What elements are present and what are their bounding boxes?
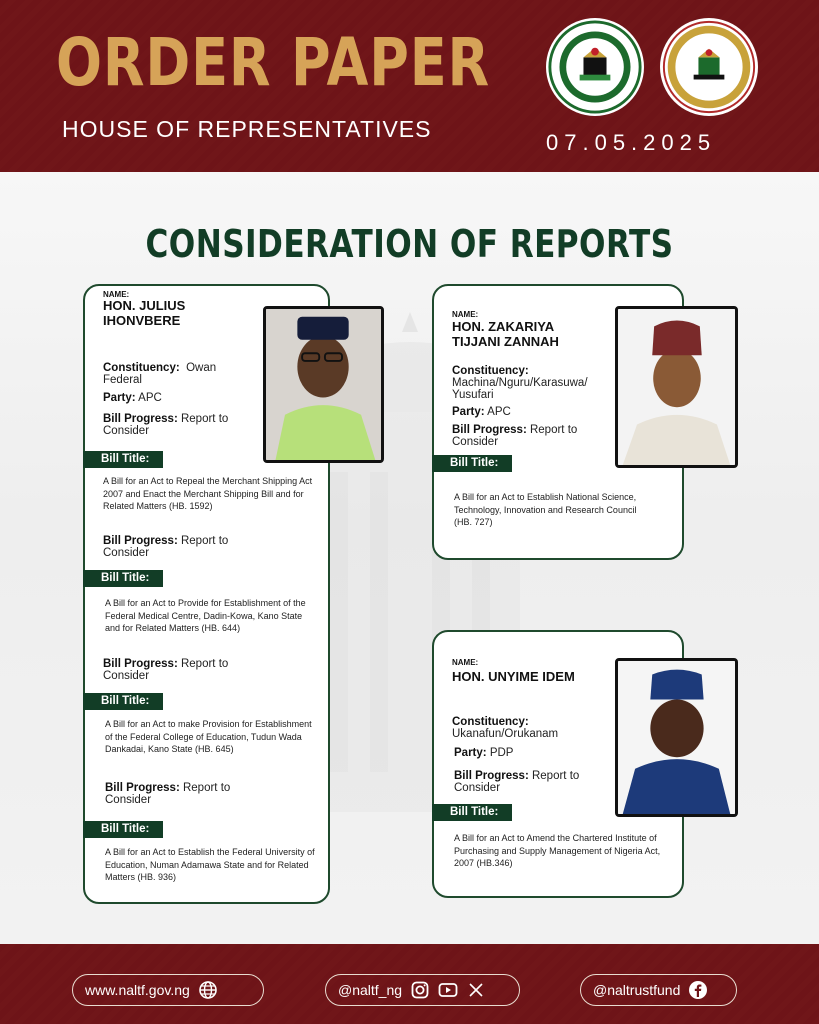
national-assembly-library-trust-fund-seal: [660, 18, 758, 116]
bill-title-text: A Bill for an Act to Establish National Science, Technology, Innovation and Research Council (HB. 727): [454, 492, 637, 527]
bill-title-text: A Bill for an Act to Establish the Federal University of Education, Numan Adamawa State and for Related Matters (HB. 936): [105, 847, 315, 882]
party-value: APC: [487, 406, 511, 418]
bill-progress-label: Bill Progress:: [103, 413, 178, 425]
member-name: HON. JULIUS IHONVBERE: [103, 298, 186, 328]
footer-bar: [0, 944, 819, 1024]
bill-progress-value: Report to Consider: [452, 424, 578, 448]
member-name: HON. UNYIME IDEM: [452, 669, 575, 684]
constituency-field: [103, 362, 243, 386]
main-content: [0, 172, 819, 944]
name-label: NAME:: [103, 290, 130, 299]
bill-title-text: A Bill for an Act to Amend the Chartered Institute of Purchasing and Supply Management of Nigeria Act, 2007 (HB.346): [454, 833, 661, 868]
party-label: Party:: [454, 747, 487, 759]
bill-progress-label: Bill Progress:: [103, 658, 178, 670]
party-value: APC: [138, 392, 162, 404]
bill-progress-value: Report to Consider: [454, 770, 580, 794]
bill-progress-label: Bill Progress:: [105, 782, 180, 794]
page-title: ORDER PAPER: [56, 24, 491, 101]
bill-progress-field: [454, 770, 604, 794]
bill-progress-field: [103, 535, 253, 559]
bill-progress-field: [103, 413, 253, 437]
bill-progress-label: Bill Progress:: [454, 770, 529, 782]
bill-title-text: A Bill for an Act to Provide for Establishment of the Federal Medical Centre, Dadin-Kowa, Kano State and for Related Matters (HB. 644): [105, 598, 306, 633]
bill-progress-field: [452, 424, 602, 448]
party-label: Party:: [452, 406, 485, 418]
name-label: NAME:: [452, 310, 479, 319]
bill-progress-value: Report to Consider: [103, 658, 229, 682]
constituency-value: Machina/Nguru/Karasuwa/Yusufari: [452, 377, 588, 401]
bill-progress-label: Bill Progress:: [452, 424, 527, 436]
facebook-icon[interactable]: [688, 980, 708, 1000]
bill-progress-label: Bill Progress:: [103, 535, 178, 547]
social-handle-link[interactable]: [325, 974, 520, 1006]
header-banner: [0, 0, 819, 172]
bill-progress-value: Report to Consider: [103, 535, 229, 559]
constituency-field: [452, 716, 602, 740]
bill-title-tag: Bill Title:: [432, 455, 512, 472]
constituency-label: Constituency:: [452, 365, 529, 377]
bill-progress-field: [105, 782, 255, 806]
website-text: www.naltf.gov.ng: [85, 982, 190, 998]
bill-progress-value: Report to Consider: [103, 413, 229, 437]
facebook-handle-text: @naltrustfund: [593, 982, 681, 998]
bill-title-text: A Bill for an Act to Repeal the Merchant Shipping Act 2007 and Enact the Merchant Shipping Bill and for Related Matters (HB. 1592): [103, 476, 313, 511]
bill-title-text: A Bill for an Act to make Provision for Establishment of the Federal College of Education, Tudun Wada Dankadai, Kano State (HB. 645): [105, 719, 312, 754]
instagram-icon[interactable]: [410, 980, 430, 1000]
constituency-label: Constituency:: [452, 716, 529, 728]
party-field: [452, 406, 511, 418]
bill-title-tag: Bill Title:: [83, 821, 163, 838]
constituency-value: Owan Federal: [103, 362, 217, 386]
social-handle-text: @naltf_ng: [338, 982, 403, 998]
facebook-link[interactable]: [580, 974, 737, 1006]
party-value: PDP: [489, 747, 514, 759]
constituency-value: Ukanafun/Orukanam: [452, 728, 559, 740]
member-photo: [615, 306, 738, 468]
name-label: NAME:: [452, 658, 479, 667]
bill-title-tag: Bill Title:: [432, 804, 512, 821]
date-label: 07.05.2025: [546, 130, 717, 155]
globe-icon: [198, 980, 218, 1000]
page-subtitle: HOUSE OF REPRESENTATIVES: [62, 116, 432, 142]
constituency-field: [452, 365, 592, 401]
bill-title-tag: Bill Title:: [83, 693, 163, 710]
member-name: HON. ZAKARIYA TIJJANI ZANNAH: [452, 319, 559, 349]
party-field: [454, 747, 513, 759]
bill-title-tag: Bill Title:: [83, 451, 163, 468]
member-photo: [263, 306, 384, 463]
section-title: CONSIDERATION OF REPORTS: [145, 222, 674, 266]
party-label: Party:: [103, 392, 136, 404]
member-card-zakariya-tijjani-zannah: [432, 284, 684, 560]
member-photo: [615, 658, 738, 817]
bill-progress-value: Report to Consider: [105, 782, 231, 806]
member-card-julius-ihonvbere: [83, 284, 330, 904]
member-card-unyime-idem: [432, 630, 684, 898]
constituency-label: Constituency:: [103, 362, 180, 374]
party-field: [103, 392, 162, 404]
bill-progress-field: [103, 658, 253, 682]
youtube-icon[interactable]: [438, 980, 458, 1000]
x-icon[interactable]: [466, 980, 486, 1000]
website-link[interactable]: [72, 974, 264, 1006]
bill-title-tag: Bill Title:: [83, 570, 163, 587]
house-of-representatives-seal: [546, 18, 644, 116]
